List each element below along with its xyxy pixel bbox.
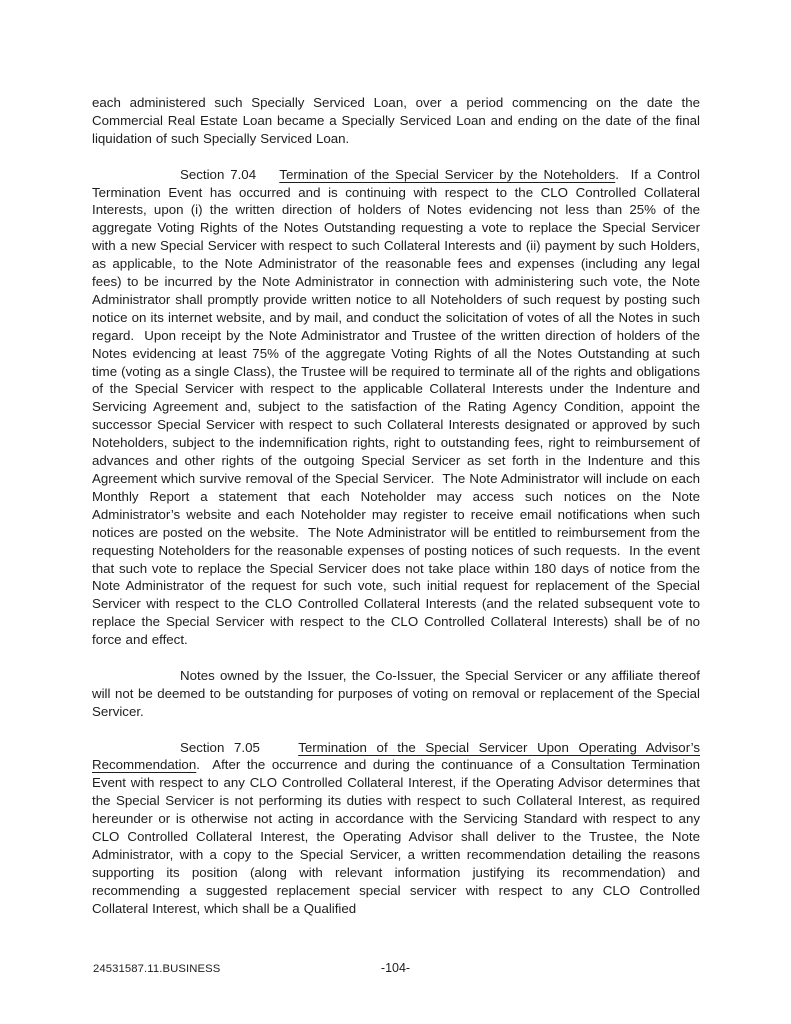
paragraph [92,667,700,721]
page-footer [0,961,791,977]
paragraph [92,739,700,918]
paragraph [92,166,700,649]
paragraph [92,94,700,148]
footer-page-number: -104- [380,961,411,975]
paragraph-text: each administered such Specially Serviced Loan, over a period commencing on the date the Commercial Real Estate Loan became a Specially Serviced Loan and ending on the date of the final liquidation of such Specially Serviced Loan. [92,95,700,146]
section-heading-text: Termination of the Special Servicer Upon Operating Advisor’s Recommendation [92,739,700,773]
document-body [92,94,700,936]
paragraph-text: Notes owned by the Issuer, the Co-Issuer, the Special Servicer or any affiliate thereof will not be deemed to be outstanding for purposes of voting on removal or replacement of the Special Servicer. [92,667,700,719]
paragraph-text: . After the occurrence and during the continuance of a Consultation Termination Event with respect to any CLO Controlled Collateral Interest, if the Operating Advisor determines that the Special Servicer is not performing its duties with respect to such Collateral Interest, as required hereunder or is otherwise not acting in accordance with the Servicing Standard with respect to any CLO Controlled Collateral Interest, the Operating Advisor shall deliver to the Trustee, the Note Administrator, with a copy to the Special Servicer, a written recommendation detailing the reasons supporting its position (along with relevant information justifying its recommendation) and recommending a suggested replacement special servicer with respect to any CLO Controlled Collateral Interest, which shall be a Qualified [92,757,700,916]
footer-doc-id: 24531587.11.BUSINESS [93,963,221,975]
paragraph-text: Section 7.04 [180,166,280,182]
paragraph-text: . If a Control Termination Event has occurred and is continuing with respect to the CLO Controlled Collateral Interests, upon (i) the written direction of holders of Notes evidencing not less than 25% of the aggregate Voting Rights of the Notes Outstanding requesting a vote to replace the Special Servicer with a new Special Servicer with respect to such Collateral Interests and (ii) payment by such Holders, as applicable, to the Note Administrator of the reasonable fees and expenses (including any legal fees) to be incurred by the Note Administrator in connection with administering such vote, the Note Administrator shall promptly provide written notice to all Noteholders of such request by posting such notice on its internet website, and by mail, and conduct the solicitation of votes of all the Notes in such regard. Upon receipt by the Note Administrator and Trustee of the written direction of holders of the Notes evidencing at least 75% of the aggregate Voting Rights of all the Notes Outstanding at such time (voting as a single Class), the Trustee will be required to terminate all of the rights and obligations of the Special Servicer with respect to the applicable Collateral Interests under the Indenture and Servicing Agreement and, subject to the satisfaction of the Rating Agency Condition, appoint the successor Special Servicer with respect to such Collateral Interests designated or approved by such Noteholders, subject to the indemnification rights, right to outstanding fees, right to reimbursement of advances and other rights of the outgoing Special Servicer as set forth in the Indenture and this Agreement which survive removal of the Special Servicer. The Note Administrator will include on each Monthly Report a statement that each Noteholder may access such notices on the Note Administrator’s website and each Noteholder may register to receive email notifications when such notices are posted on the website. The Note Administrator will be entitled to reimbursement from the requesting Noteholders for the reasonable expenses of posting notices of such requests. In the event that such vote to replace the Special Servicer does not take place within 180 days of notice from the Note Administrator of the request for such vote, such initial request for replacement of the Special Servicer with respect to the CLO Controlled Collateral Interests (and the related subsequent vote to replace the Special Servicer with respect to the CLO Controlled Collateral Interests) shall be of no force and effect. [92,166,700,648]
paragraph-text: Section 7.05 [180,739,299,755]
section-heading-text: Termination of the Special Servicer by the Noteholders [279,166,616,182]
